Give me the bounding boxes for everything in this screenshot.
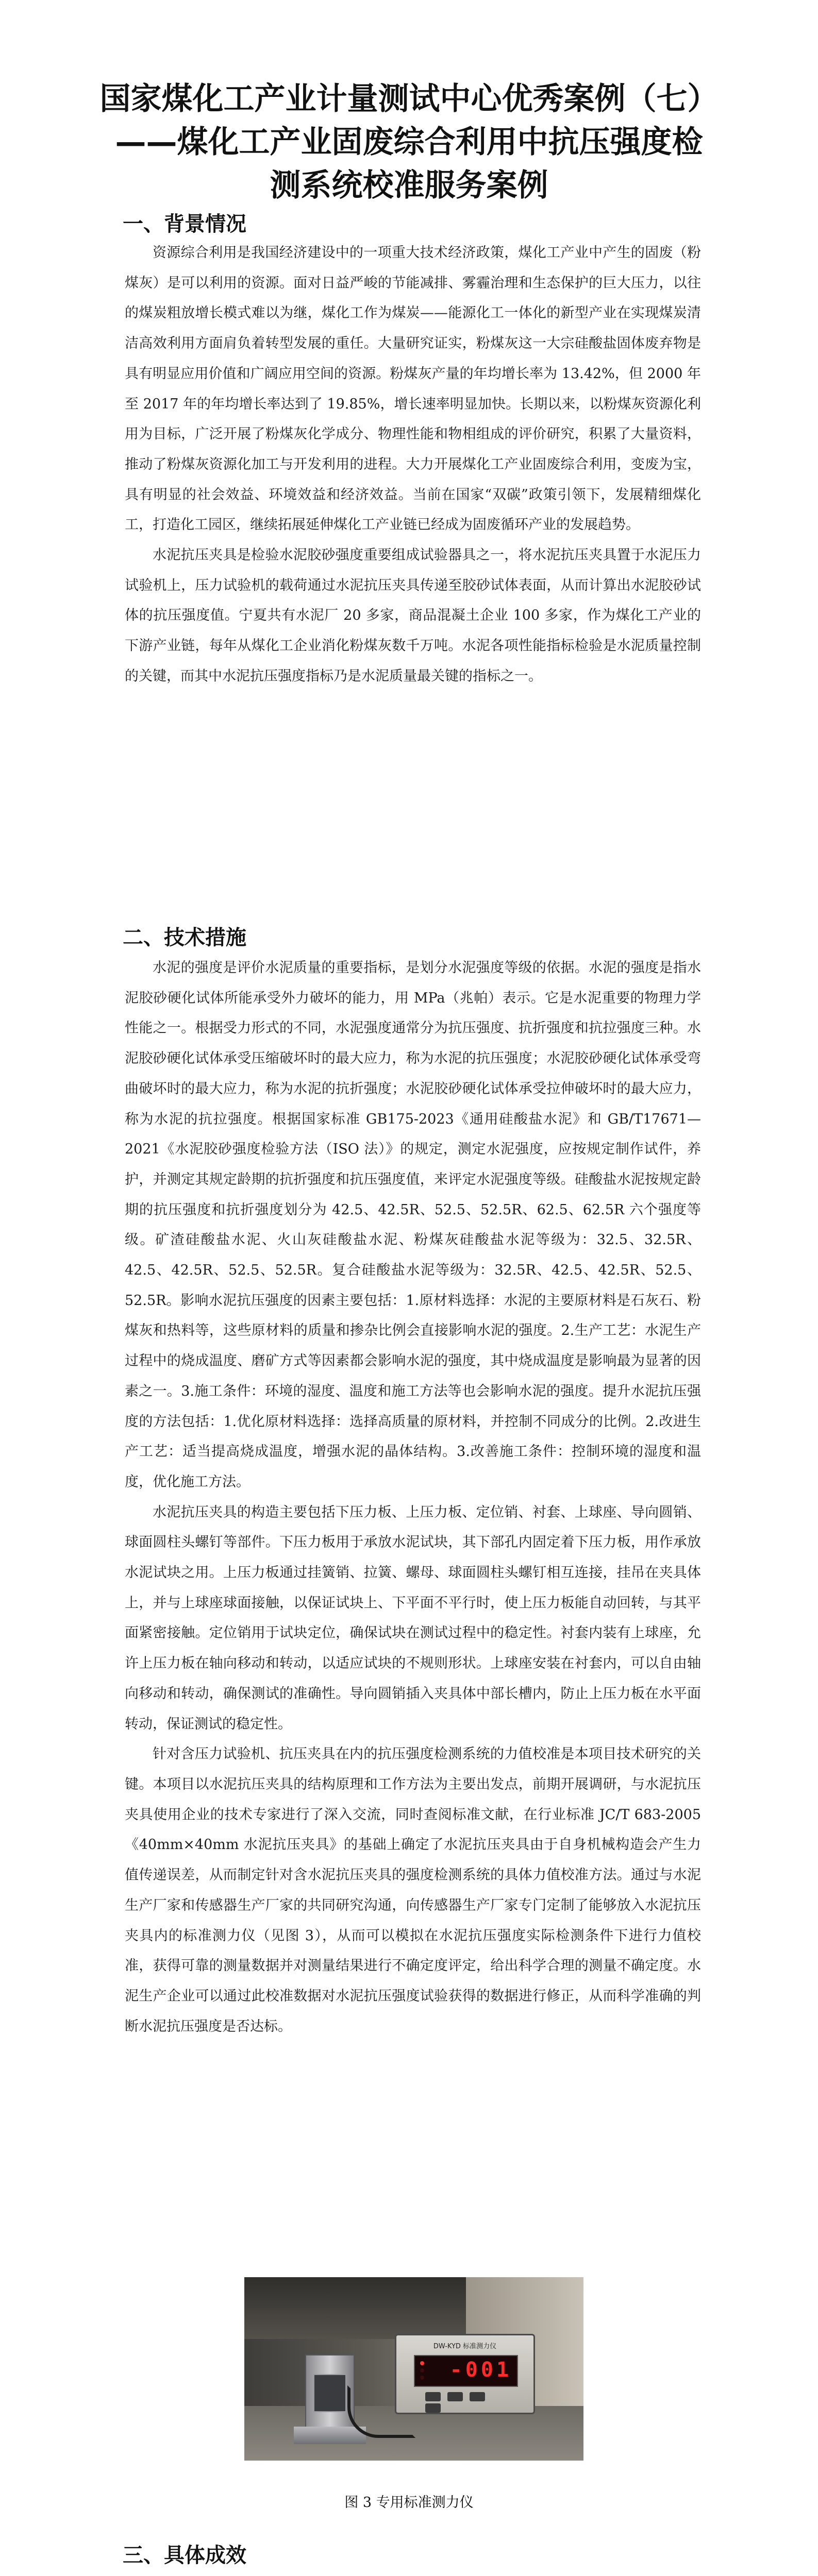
meter-display <box>414 2355 518 2387</box>
meter-button <box>447 2392 463 2401</box>
meter-button <box>470 2392 485 2401</box>
paragraph: 水泥抗压夹具是检验水泥胶砂强度重要组成试验器具之一，将水泥抗压夹具置于水泥压力试验机上，压力试验机的载荷通过水泥抗压夹具传递至胶砂试体表面，从而计算出水泥胶砂试体的抗压强度值。宁夏共有水泥厂 20 多家，商品混凝土企业 100 多家，作为煤化工产业的下游产业链，每年从煤化工企业消化粉煤灰数千万吨。水泥各项性能指标检验是水泥质量控制的关键，而其中水泥抗压强度指标乃是水泥质量最关键的指标之一。 <box>125 547 701 684</box>
fixture-window <box>313 2374 346 2412</box>
figure-standard-force-meter-photo <box>244 2277 583 2461</box>
fixture-base <box>294 2427 366 2444</box>
force-meter-unit <box>395 2334 535 2414</box>
section-heading-background: 一、背景情况 <box>123 212 246 236</box>
paragraph: 针对含压力试验机、抗压夹具在内的抗压强度检测系统的力值校准是本项目技术研究的关键。本项目以水泥抗压夹具的结构原理和工作方法为主要出发点，前期开展调研，与水泥抗压夹具使用企业的技术专家进行了深入交流，同时查阅标准文献，在行业标准 JC/T 683-2005《40mm×40mm 水泥抗压夹具》的基础上确定了水泥抗压夹具由于自身机械构造会产生力值传递误差，从而制定针对含水泥抗压夹具的强度检测系统的具体力值校准方法。通过与水泥生产厂家和传感器生产厂家的共同研究沟通，向传感器生产厂家专门定制了能够放入水泥抗压夹具内的标准测力仪（见图 3），从而可以模拟在水泥抗压强度实际检测条件下进行力值校准，获得可靠的测量数据并对测量结果进行不确定度评定，给出科学合理的测量不确定度。水泥生产企业可以通过此校准数据对水泥抗压强度试验获得的数据进行修正，从而科学准确的判断水泥抗压强度是否达标。 <box>125 1746 701 2035</box>
meter-reading: -001 <box>449 2358 512 2382</box>
title-line-2: ——煤化工产业固废综合利用中抗压强度检 <box>115 124 703 160</box>
meter-label: DW-KYD 标准测力仪 <box>433 2343 497 2350</box>
section-body-background <box>125 238 701 692</box>
section-heading-technical-measures: 二、技术措施 <box>123 926 246 950</box>
paragraph: 资源综合利用是我国经济建设中的一项重大技术经济政策，煤化工产业中产生的固废（粉煤灰）是可以利用的资源。面对日益严峻的节能减排、雾霾治理和生态保护的巨大压力，以往的煤炭粗放增长模式难以为继，煤化工作为煤炭——能源化工一体化的新型产业在实现煤炭清洁高效利用方面肩负着转型发展的重任。大量研究证实，粉煤灰这一大宗硅酸盐固体废弃物是具有明显应用价值和广阔应用空间的资源。粉煤灰产量的年均增长率为 13.42%，但 2000 年至 2017 年的年均增长率达到了 19.85%，增长速率明显加快。长期以来，以粉煤灰资源化利用为目标，广泛开展了粉煤灰化学成分、物理性能和物相组成的评价研究，积累了大量资料，推动了粉煤灰资源化加工与开发利用的进程。大力开展煤化工产业固废综合利用，变废为宝，具有明显的社会效益、环境效益和经济效益。当前在国家“双碳”政策引领下，发展精细煤化工，打造化工园区，继续拓展延伸煤化工产业链已经成为固废循环产业的发展趋势。 <box>125 245 701 533</box>
meter-button <box>425 2392 441 2401</box>
section-body-technical-measures <box>125 953 701 2042</box>
meter-button <box>425 2403 441 2413</box>
title-line-3: 测系统校准服务案例 <box>270 167 548 204</box>
paragraph: 水泥的强度是评价水泥质量的重要指标，是划分水泥强度等级的依据。水泥的强度是指水泥胶砂硬化试体所能承受外力破坏的能力，用 MPa（兆帕）表示。它是水泥重要的物理力学性能之一。根据受力形式的不同，水泥强度通常分为抗压强度、抗折强度和抗拉强度三种。水泥胶砂硬化试体承受压缩破坏时的最大应力，称为水泥的抗压强度；水泥胶砂硬化试体承受弯曲破坏时的最大应力，称为水泥的抗折强度；水泥胶砂硬化试体承受拉伸破坏时的最大应力，称为水泥的抗拉强度。根据国家标准 GB175-2023《通用硅酸盐水泥》和 GB/T17671—2021《水泥胶砂强度检验方法（ISO 法）》的规定，测定水泥强度，应按规定制作试件，养护，并测定其规定龄期的抗折强度和抗压强度值，来评定水泥强度等级。硅酸盐水泥按规定龄期的抗压强度和抗折强度划分为 42.5、42.5R、52.5、52.5R、62.5、62.5R 六个强度等级。矿渣硅酸盐水泥、火山灰硅酸盐水泥、粉煤灰硅酸盐水泥等级为：32.5、32.5R、42.5、42.5R、52.5、52.5R。复合硅酸盐水泥等级为：32.5R、42.5、42.5R、52.5、52.5R。影响水泥抗压强度的因素主要包括：1.原材料选择：水泥的主要原材料是石灰石、粉煤灰和热料等，这些原材料的质量和掺杂比例会直接影响水泥的强度。2.生产工艺：水泥生产过程中的烧成温度、磨矿方式等因素都会影响水泥的强度，其中烧成温度是影响最为显著的因素之一。3.施工条件：环境的湿度、温度和施工方法等也会影响水泥的强度。提升水泥抗压强度的方法包括：1.优化原材料选择：选择高质量的原材料，并控制不同成分的比例。2.改进生产工艺：适当提高烧成温度，增强水泥的晶体结构。3.改善施工条件：控制环境的湿度和温度，优化施工方法。 <box>125 960 701 1490</box>
paragraph <box>125 2571 701 2576</box>
meter-buttons <box>425 2392 508 2403</box>
title-line-1: 国家煤化工产业计量测试中心优秀案例（七） <box>99 81 719 117</box>
section-heading-results: 三、具体成效 <box>123 2544 246 2567</box>
paragraph: 水泥抗压夹具的构造主要包括下压力板、上压力板、定位销、衬套、上球座、导向圆销、球面圆柱头螺钉等部件。下压力板用于承放水泥试块，其下部孔内固定着下压力板，用作承放水泥试块之用。上压力板通过挂簧销、拉簧、螺母、球面圆柱头螺钉相互连接，挂吊在夹具体上，并与上球座球面接触，以保证试块上、下平面不平行时，使上压力板能自动回转，与其平面紧密接触。定位销用于试块定位，确保试块在测试过程中的稳定性。衬套内装有上球座，允许上压力板在轴向移动和转动，以适应试块的不规则形状。上球座安装在衬套内，可以自由轴向移动和转动，确保测试的准确性。导向圆销插入夹具体中部长槽内，防止上压力板在水平面转动，保证测试的稳定性。 <box>125 1504 701 1732</box>
document-title <box>0 77 818 207</box>
section-body-results <box>125 2571 701 2576</box>
figure-caption: 图 3 专用标准测力仪 <box>344 2495 474 2511</box>
